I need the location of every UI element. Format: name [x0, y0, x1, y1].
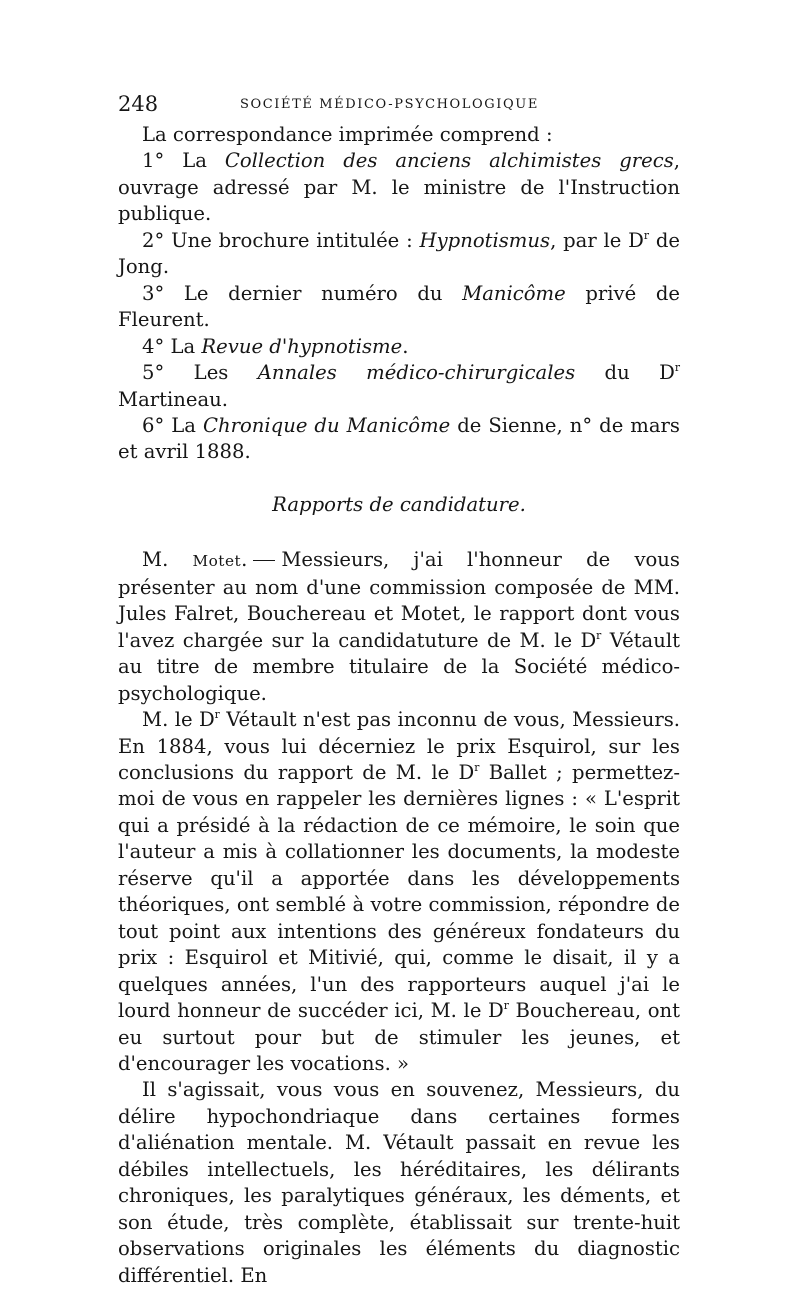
speaker-name: Motet [192, 552, 242, 571]
section-heading: Rapports de candidature. [272, 492, 526, 516]
page-header [118, 92, 680, 118]
item-title: Collection des anciens alchimistes grecs [224, 149, 674, 173]
correspondence-item-4: 4° La Revue d'hypnotisme. [142, 334, 409, 358]
correspondence-item-6: 6° La Chronique du Manicôme de Sienne, n° de mars et avril 1888. [118, 413, 680, 464]
item-title: Revue d'hypnotisme [201, 334, 403, 358]
body-text [118, 122, 680, 1289]
item-title: Hypnotismus [419, 228, 551, 252]
em-dash-rule [253, 560, 275, 561]
page-number: 248 [118, 92, 159, 116]
vetault-paragraph: M. le $D^r$ Vétault n'est pas inconnu de vous, Messieurs. En 1884, vous lui décerniez le prix Esquirol, sur les conclusions du rapport de M. le $D^r$ Ballet ; permettez-moi de vous en rappeler les dernières lignes : « L'esprit qui a présidé à la rédaction de ce mémoire, le soin que l'auteur a mis à collationner les documents, la modeste réserve qu'il a apportée dans les développements théoriques, ont semblé à votre commission, répondre de tout point aux intentions des généreux fondateurs du prix : Esquirol et Mitivié, qui, comme le disait, il y a quelques années, l'un des rapporteurs auquel j'ai le lourd honneur de succéder ici, M. le $D^r$ Bouchereau, ont eu surtout pour but de stimuler les jeunes, et d'encourager les vocations. » [118, 707, 680, 1075]
item-title: Annales médico-chirurgicales [257, 361, 576, 385]
running-head: SOCIÉTÉ MÉDICO-PSYCHOLOGIQUE [240, 97, 539, 112]
item-title: Manicôme [462, 281, 566, 305]
correspondence-item-1: 1° La Collection des anciens alchimistes grecs, ouvrage adressé par M. le ministre de l'Instruction publique. [118, 149, 680, 226]
correspondence-item-3: 3° Le dernier numéro du Manicôme privé de Fleurent. [118, 281, 680, 332]
correspondence-intro: La correspondance imprimée comprend : [142, 123, 553, 146]
correspondence-item-5: 5° Les Annales médico-chirurgicales du $D^r$ Martineau. [118, 361, 680, 411]
motet-report-paragraph: M. Motet. Messieurs, j'ai l'honneur de vous présenter au nom d'une commission composée de MM. Jules Falret, Bouchereau et Motet, le rapport dont vous l'avez chargée sur la candidatuture de M. le $D^r$ Vétault au titre de membre titulaire de la Société médico-psychologique. [118, 548, 680, 705]
item-title: Chronique du Manicôme [203, 413, 451, 437]
hypochondria-paragraph: Il s'agissait, vous vous en souvenez, Messieurs, du délire hypochondriaque dans certaines formes d'aliénation mentale. M. Vétault passait en revue les débiles intellectuels, les héréditaires, les délirants chroniques, les paralytiques généraux, les déments, et son étude, très complète, établissait sur trente-huit observations originales les éléments du diagnostic différentiel. En [118, 1078, 680, 1287]
correspondence-item-2: 2° Une brochure intitulée : Hypnotismus, par le $D^r$ de Jong. [118, 228, 681, 279]
